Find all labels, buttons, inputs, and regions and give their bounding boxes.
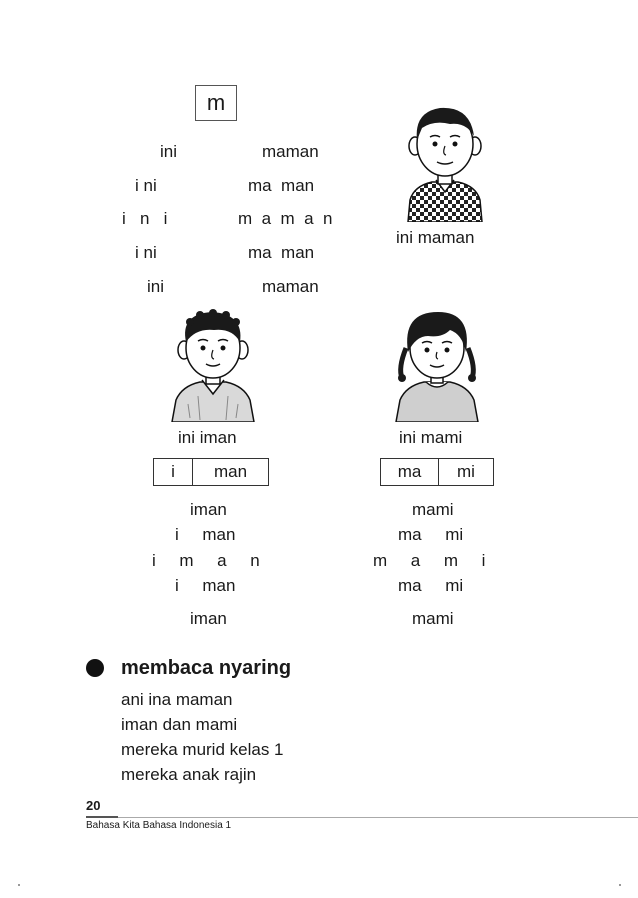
mami-portrait-illustration — [392, 308, 482, 422]
iman-syllable-1: i — [154, 459, 193, 485]
reading-line-1: ani ina maman — [121, 690, 233, 709]
ini-line-1: ini — [160, 142, 178, 161]
iman-caption: ini iman — [178, 428, 237, 447]
mami-line-3: m a m i — [373, 551, 486, 570]
mami-line-2: ma mi — [398, 525, 464, 544]
iman-portrait-illustration — [168, 308, 258, 422]
maman-line-2: ma man — [248, 176, 315, 195]
mami-syllable-box — [380, 458, 494, 486]
maman-line-1: maman — [262, 142, 319, 161]
mami-line-1: mami — [412, 500, 454, 519]
reading-line-2: iman dan mami — [121, 715, 238, 734]
iman-line-2: i man — [175, 525, 236, 544]
book-title: Bahasa Kita Bahasa Indonesia 1 — [86, 820, 232, 831]
mami-syllable-2: mi — [457, 462, 475, 481]
ini-line-4: i ni — [135, 243, 157, 262]
maman-line-4: ma man — [248, 243, 315, 262]
iman-line-5: iman — [190, 609, 227, 628]
maman-caption: ini maman — [396, 228, 475, 247]
mami-caption: ini mami — [399, 428, 463, 447]
ini-line-3: i n i — [122, 209, 168, 228]
mami-syllable-1: ma — [381, 459, 439, 485]
letter-box: m — [195, 85, 237, 121]
mami-line-4: ma mi — [398, 576, 464, 595]
page-number: 20 — [86, 798, 101, 813]
iman-syllable-box — [153, 458, 269, 486]
footer-rule — [118, 817, 638, 818]
iman-line-1: iman — [190, 500, 227, 519]
footer-divider — [86, 816, 118, 818]
iman-syllable-2: man — [213, 462, 248, 481]
maman-line-5: maman — [262, 277, 319, 296]
reading-heading: membaca nyaring — [121, 657, 292, 679]
iman-line-3: i m a n — [152, 551, 260, 570]
reading-line-4: mereka anak rajin — [121, 765, 257, 784]
bullet-icon — [86, 659, 104, 677]
corner-mark-right — [619, 884, 621, 886]
reading-line-3: mereka murid kelas 1 — [121, 740, 284, 759]
ini-line-5: ini — [147, 277, 165, 296]
mami-line-5: mami — [412, 609, 454, 628]
iman-line-4: i man — [175, 576, 236, 595]
ini-line-2: i ni — [135, 176, 157, 195]
maman-line-3: m a m a n — [238, 209, 333, 228]
corner-mark-left — [18, 884, 20, 886]
maman-portrait-illustration — [400, 104, 490, 222]
